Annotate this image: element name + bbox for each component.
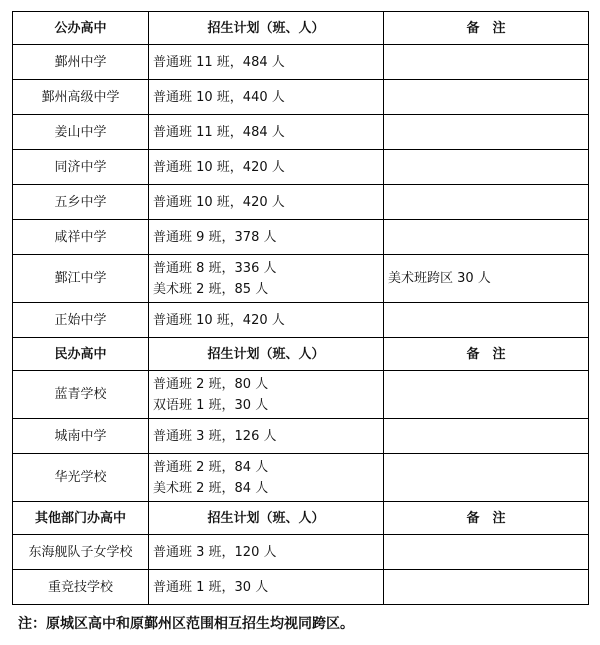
plan-cell [149, 150, 384, 185]
school-name: 咸祥中学 [13, 220, 149, 255]
note-cell [384, 303, 589, 338]
plan-line: 普通班 8 班，336 人 [153, 260, 277, 276]
plan-column-header: 招生计划（班、人） [149, 338, 384, 371]
plan-cell [149, 303, 384, 338]
table-row [13, 419, 589, 454]
school-name: 五乡中学 [13, 185, 149, 220]
plan-line: 普通班 11 班，484 人 [153, 124, 285, 140]
category-header: 其他部门办高中 [13, 502, 149, 535]
plan-line: 普通班 10 班，440 人 [153, 89, 285, 105]
note-cell [384, 454, 589, 502]
plan-line: 普通班 10 班，420 人 [153, 159, 285, 175]
plan-cell [149, 45, 384, 80]
table-row [13, 185, 589, 220]
table-row [13, 150, 589, 185]
school-name: 华光学校 [13, 454, 149, 502]
school-name: 姜山中学 [13, 115, 149, 150]
school-name: 同济中学 [13, 150, 149, 185]
note-cell [384, 570, 589, 605]
section-header-row [13, 12, 589, 45]
footnote: 注：原城区高中和原鄞州区范围相互招生均视同跨区。 [18, 616, 354, 632]
note-cell [384, 371, 589, 419]
school-name: 鄞州中学 [13, 45, 149, 80]
table-row [13, 115, 589, 150]
note-column-header: 备 注 [384, 502, 589, 535]
note-column-header: 备 注 [384, 338, 589, 371]
note-cell [384, 419, 589, 454]
section-header-row [13, 502, 589, 535]
school-name: 城南中学 [13, 419, 149, 454]
plan-line: 普通班 11 班，484 人 [153, 54, 285, 70]
plan-column-header: 招生计划（班、人） [149, 12, 384, 45]
plan-line: 普通班 10 班，420 人 [153, 312, 285, 328]
plan-line: 普通班 10 班，420 人 [153, 194, 285, 210]
plan-cell [149, 115, 384, 150]
table-row [13, 535, 589, 570]
enrollment-plan-table [12, 11, 589, 605]
school-name: 东海舰队子女学校 [13, 535, 149, 570]
section-header-row [13, 338, 589, 371]
plan-line: 美术班 2 班，84 人 [153, 480, 269, 496]
plan-line: 普通班 3 班，126 人 [153, 428, 277, 444]
plan-cell [149, 255, 384, 303]
table-row [13, 371, 589, 419]
plan-cell [149, 454, 384, 502]
category-header: 公办高中 [13, 12, 149, 45]
plan-line: 普通班 1 班，30 人 [153, 579, 269, 595]
note-cell [384, 535, 589, 570]
plan-cell [149, 80, 384, 115]
category-header: 民办高中 [13, 338, 149, 371]
plan-cell [149, 185, 384, 220]
plan-cell [149, 371, 384, 419]
note-cell [384, 45, 589, 80]
table-row [13, 303, 589, 338]
note-cell [384, 80, 589, 115]
plan-line: 普通班 2 班，84 人 [153, 459, 269, 475]
table-row [13, 220, 589, 255]
plan-cell [149, 535, 384, 570]
note-cell [384, 220, 589, 255]
school-name: 鄞江中学 [13, 255, 149, 303]
plan-cell [149, 419, 384, 454]
plan-cell [149, 220, 384, 255]
note-column-header: 备 注 [384, 12, 589, 45]
table-row [13, 454, 589, 502]
table-row [13, 570, 589, 605]
school-name: 鄞州高级中学 [13, 80, 149, 115]
school-name: 正始中学 [13, 303, 149, 338]
plan-line: 普通班 9 班，378 人 [153, 229, 277, 245]
note-cell: 美术班跨区 30 人 [384, 255, 589, 303]
table-row [13, 255, 589, 303]
school-name: 重竞技学校 [13, 570, 149, 605]
note-cell [384, 150, 589, 185]
plan-column-header: 招生计划（班、人） [149, 502, 384, 535]
plan-line: 美术班 2 班，85 人 [153, 281, 269, 297]
school-name: 蓝青学校 [13, 371, 149, 419]
table-row [13, 80, 589, 115]
plan-cell [149, 570, 384, 605]
table-row [13, 45, 589, 80]
plan-line: 普通班 2 班，80 人 [153, 376, 269, 392]
plan-line: 普通班 3 班，120 人 [153, 544, 277, 560]
note-cell [384, 115, 589, 150]
plan-line: 双语班 1 班，30 人 [153, 397, 269, 413]
note-cell [384, 185, 589, 220]
